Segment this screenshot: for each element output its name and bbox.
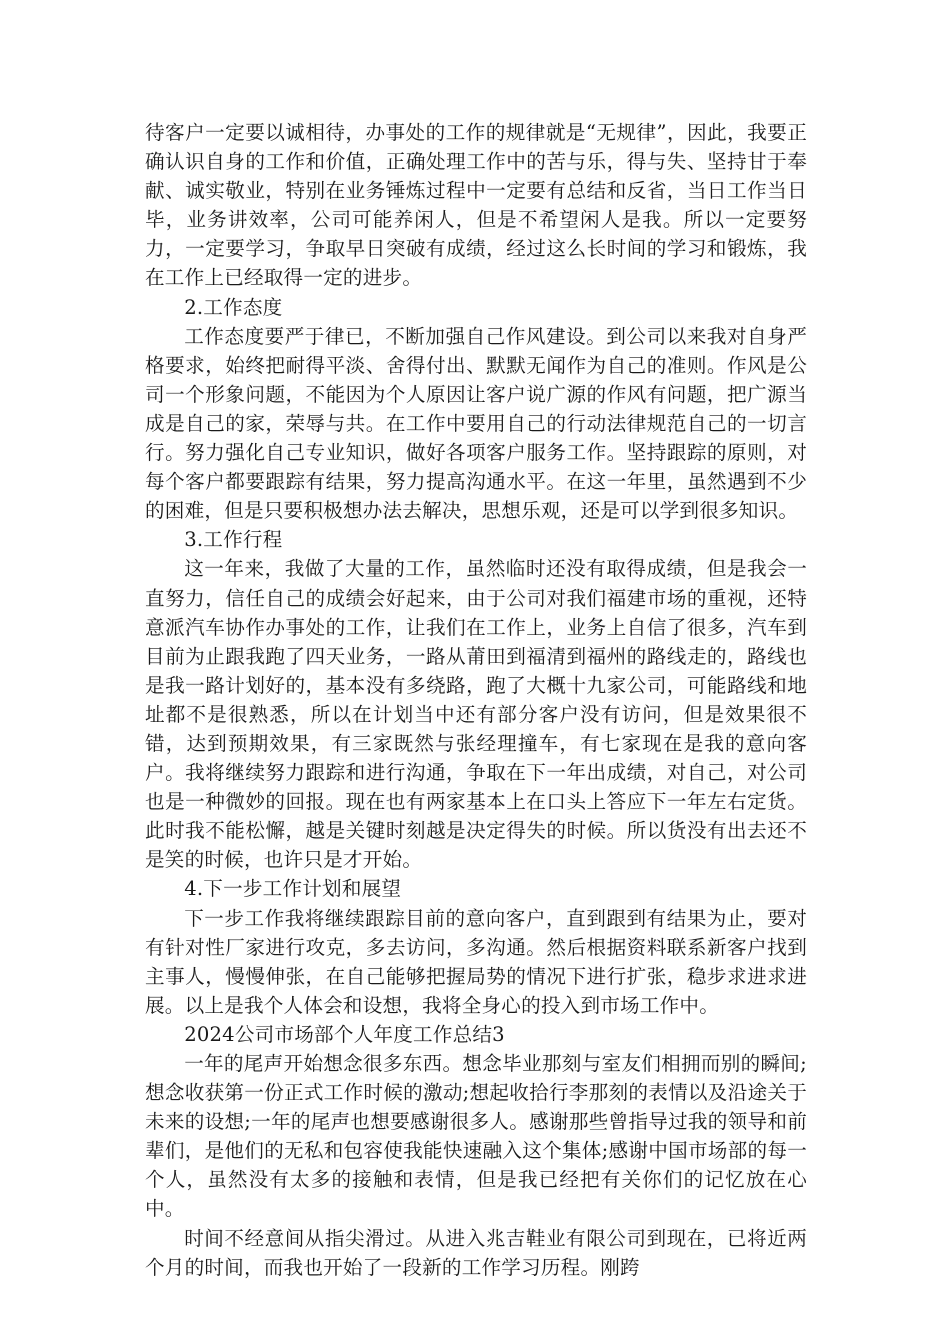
paragraph-work-itinerary: 这一年来，我做了大量的工作，虽然临时还没有取得成绩，但是我会一直努力，信任自己的成绩会好起来，由于公司对我们福建市场的重视，还特意派汽车协作办事处的工作，让我们在工作上，业务上自信了很多，汽车到目前为止跟我跑了四天业务，一路从莆田到福清到福州的路线走的，路线也是我一路计划好的，基本没有多绕路，跑了大概十九家公司，可能路线和地址都不是很熟悉，所以在计划当中还有部分客户没有访问，但是效果很不错，达到预期效果，有三家既然与张经理撞车，有七家现在是我的意向客户。我将继续努力跟踪和进行沟通，争取在下一年出成绩，对自己，对公司也是一种微妙的回报。现在也有两家基本上在口头上答应下一年左右定货。此时我不能松懈，越是关键时刻越是决定得失的时候。所以货没有出去还不是笑的时候，也许只是才开始。 [145, 557, 807, 872]
paragraph-intro-continuation: 待客户一定要以诚相待，办事处的工作的规律就是“无规律”，因此，我要正确认识自身的工作和价值，正确处理工作中的苦与乐，得与失、坚持甘于奉献、诚实敬业，特别在业务锤炼过程中一定要有总结和反省，当日工作当日毕，业务讲效率，公司可能养闲人，但是不希望闲人是我。所以一定要努力，一定要学习，争取早日突破有成绩，经过这么长时间的学习和锻炼，我在工作上已经取得一定的进步。 [145, 121, 807, 290]
paragraph-work-attitude: 工作态度要严于律已，不断加强自己作风建设。到公司以来我对自身严格要求，始终把耐得平淡、舍得付出、默默无闻作为自己的准则。作风是公司一个形象问题，不能因为个人原因让客户说广源的作风有问题，把广源当成是自己的家，荣辱与共。在工作中要用自己的行动法律规范自己的一切言行。努力强化自己专业知识，做好各项客户服务工作。坚持跟踪的原则，对每个客户都要跟踪有结果，努力提高沟通水平。在这一年里，虽然遇到不少的困难，但是只要积极想办法去解决，思想乐观，还是可以学到很多知识。 [145, 324, 807, 523]
document-body [145, 118, 807, 1282]
paragraph-year-end-reflection: 一年的尾声开始想念很多东西。想念毕业那刻与室友们相拥而别的瞬间;想念收获第一份正式工作时候的激动;想起收拾行李那刻的表情以及沿途关于未来的设想;一年的尾声也想要感谢很多人。感谢那些曾指导过我的领导和前辈们，是他们的无私和包容使我能快速融入这个集体;感谢中国市场部的每一个人，虽然没有太多的接触和表情，但是我已经把有关你们的记忆放在心中。 [145, 1052, 807, 1221]
section-heading-work-itinerary: 3.工作行程 [184, 528, 283, 552]
section-heading-work-attitude: 2.工作态度 [184, 295, 283, 319]
section-heading-summary-3: 2024公司市场部个人年度工作总结3 [184, 1022, 505, 1046]
paragraph-next-plan: 下一步工作我将继续跟踪目前的意向客户，直到跟到有结果为止，要对有针对性厂家进行攻克，多去访问，多沟通。然后根据资料联系新客户找到主事人，慢慢伸张，在自己能够把握局势的情况下进行扩张，稳步求进求进展。以上是我个人体会和设想，我将全身心的投入到市场工作中。 [145, 906, 807, 1017]
paragraph-time-passing: 时间不经意间从指尖滑过。从进入兆吉鞋业有限公司到现在，已将近两个月的时间，而我也开始了一段新的工作学习历程。刚跨 [145, 1226, 807, 1279]
section-heading-next-plan: 4.下一步工作计划和展望 [184, 877, 402, 901]
